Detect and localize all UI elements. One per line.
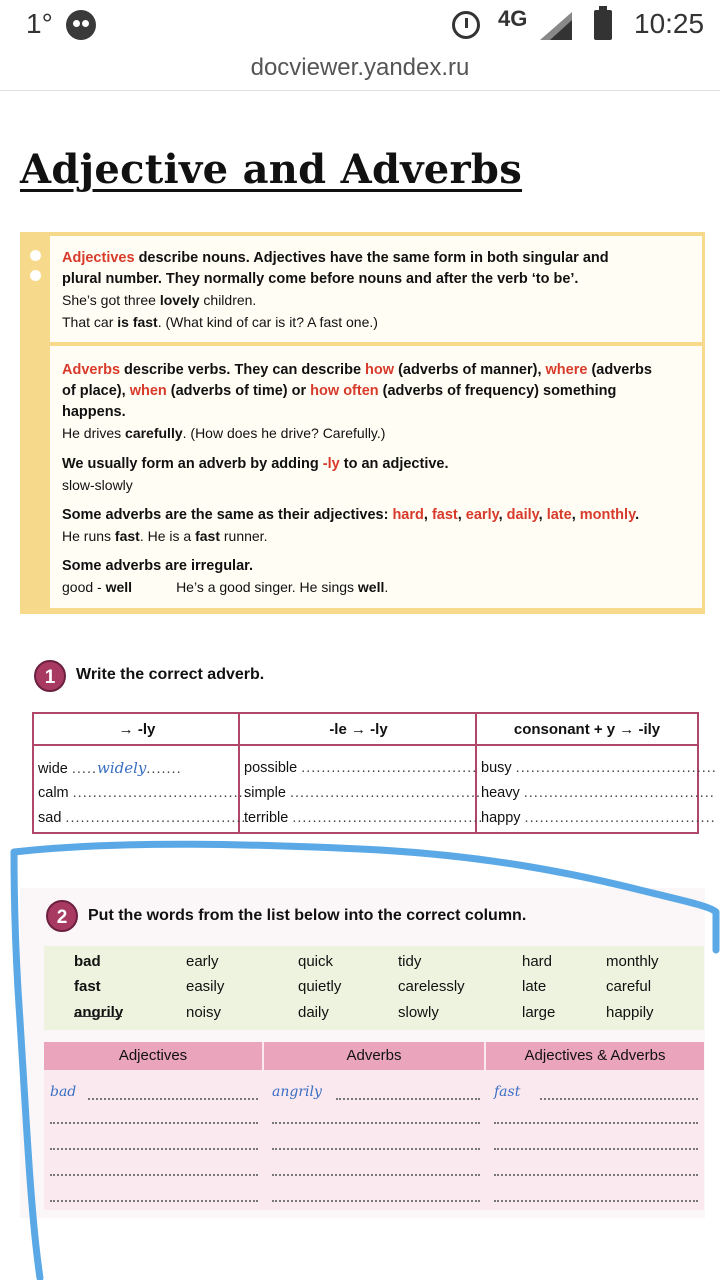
list-item: easily [186,978,225,995]
table-row[interactable]: sad .................................... [38,810,247,826]
table-header: Adverbs [264,1042,484,1070]
table-row[interactable]: simple ........................................ [244,785,492,801]
answer-line[interactable] [272,1200,480,1202]
table-row[interactable]: calm ................................... [38,785,249,801]
handwritten-answer: widely [97,759,147,777]
address-bar[interactable]: docviewer.yandex.ru [250,54,470,81]
list-item: quietly [298,978,342,995]
table-row[interactable]: happy ...................................... [481,810,716,826]
list-item: hard [522,953,553,970]
list-item: bad [74,953,101,970]
answer-line[interactable] [494,1122,698,1124]
bullet-icon [30,250,41,261]
exercise-2-table [44,1042,704,1210]
exercise-1-table [32,712,717,834]
battery-icon [594,10,612,40]
temperature-indicator: 1° [26,8,53,39]
answer-line[interactable] [272,1174,480,1176]
word-list [44,946,704,1030]
list-item: happily [606,1004,654,1021]
table-row[interactable]: busy ........................................ [481,760,717,776]
list-item: early [186,953,219,970]
table-header: → -ly [34,714,240,746]
exercise-2-number: 2 [46,900,78,932]
grammar-box [20,232,705,614]
list-item: careful [606,978,652,995]
exercise-1-number: 1 [34,660,66,692]
same-form-rule: Some adverbs are the same as their adjectives: hard, fast, early, daily, late, monthly. He runs fast. He is a fast runner. [62,507,640,544]
answer-line[interactable] [336,1098,480,1100]
table-row[interactable]: terrible ...................................... [244,810,484,826]
adjectives-rule: Adjectives describe nouns. Adjectives have the same form in both singular and plural number. They normally come before nouns and after the verb ‘to be’. She’s got three lovely children. That car is fast. (What kind of car is it? A fast one.) [62,250,609,330]
list-item: tidy [398,953,422,970]
status-bar [0,0,720,50]
answer-line[interactable] [494,1200,698,1202]
clock: 10:25 [634,8,705,39]
handwritten-answer[interactable]: fast [494,1084,521,1100]
answer-line[interactable] [272,1122,480,1124]
table-header: consonant + y → -ily [477,714,697,746]
divider [0,90,720,91]
table-row[interactable]: heavy ...................................... [481,785,715,801]
adverb-formation-rule: We usually form an adverb by adding -ly to an adjective. slow-slowly [62,456,449,493]
list-item: slowly [398,1004,439,1021]
irregular-rule: Some adverbs are irregular. good - well He’s a good singer. He sings well. [62,558,389,595]
handwritten-answer[interactable]: bad [50,1084,77,1100]
answer-line[interactable] [50,1148,258,1150]
handwritten-answer[interactable]: angrily [272,1084,322,1100]
table-header: Adjectives [44,1042,262,1070]
list-item: fast [74,978,101,995]
list-item: daily [298,1004,329,1021]
table-header: Adjectives & Adverbs [486,1042,704,1070]
bullet-icon [30,270,41,281]
list-item: monthly [606,953,659,970]
strike-line [74,1016,122,1017]
table-row[interactable]: wide .....widely....... [38,759,182,777]
table-header: -le → -ly [240,714,477,746]
exercise-1-instruction: Write the correct adverb. [76,666,265,683]
signal-icon [540,12,572,40]
list-item: noisy [186,1004,222,1021]
exercise-2-instruction: Put the words from the list below into the correct column. [88,907,527,924]
answer-line[interactable] [494,1148,698,1150]
answer-line[interactable] [272,1148,480,1150]
list-item: carelessly [398,978,465,995]
table-row[interactable]: possible ................................... [244,760,478,776]
list-item: angrily [74,1004,124,1021]
list-item: quick [298,953,334,970]
owl-app-icon [66,10,96,40]
answer-line[interactable] [50,1174,258,1176]
answer-line[interactable] [50,1200,258,1202]
answer-line[interactable] [540,1098,698,1100]
adverbs-rule: Adverbs describe verbs. They can describe how (adverbs of manner), where (adverbs of place), when (adverbs of time) or how often (adverbs of frequency) something happens. He drives carefully. (How does he drive? Carefully.) [62,362,652,441]
alarm-icon [452,11,480,39]
answer-line[interactable] [494,1174,698,1176]
answer-line[interactable] [88,1098,258,1100]
answer-line[interactable] [50,1122,258,1124]
list-item: late [522,978,547,995]
page-title: Adjective and Adverbs [20,146,523,193]
list-item: large [522,1004,556,1021]
network-type: 4G [498,6,528,31]
